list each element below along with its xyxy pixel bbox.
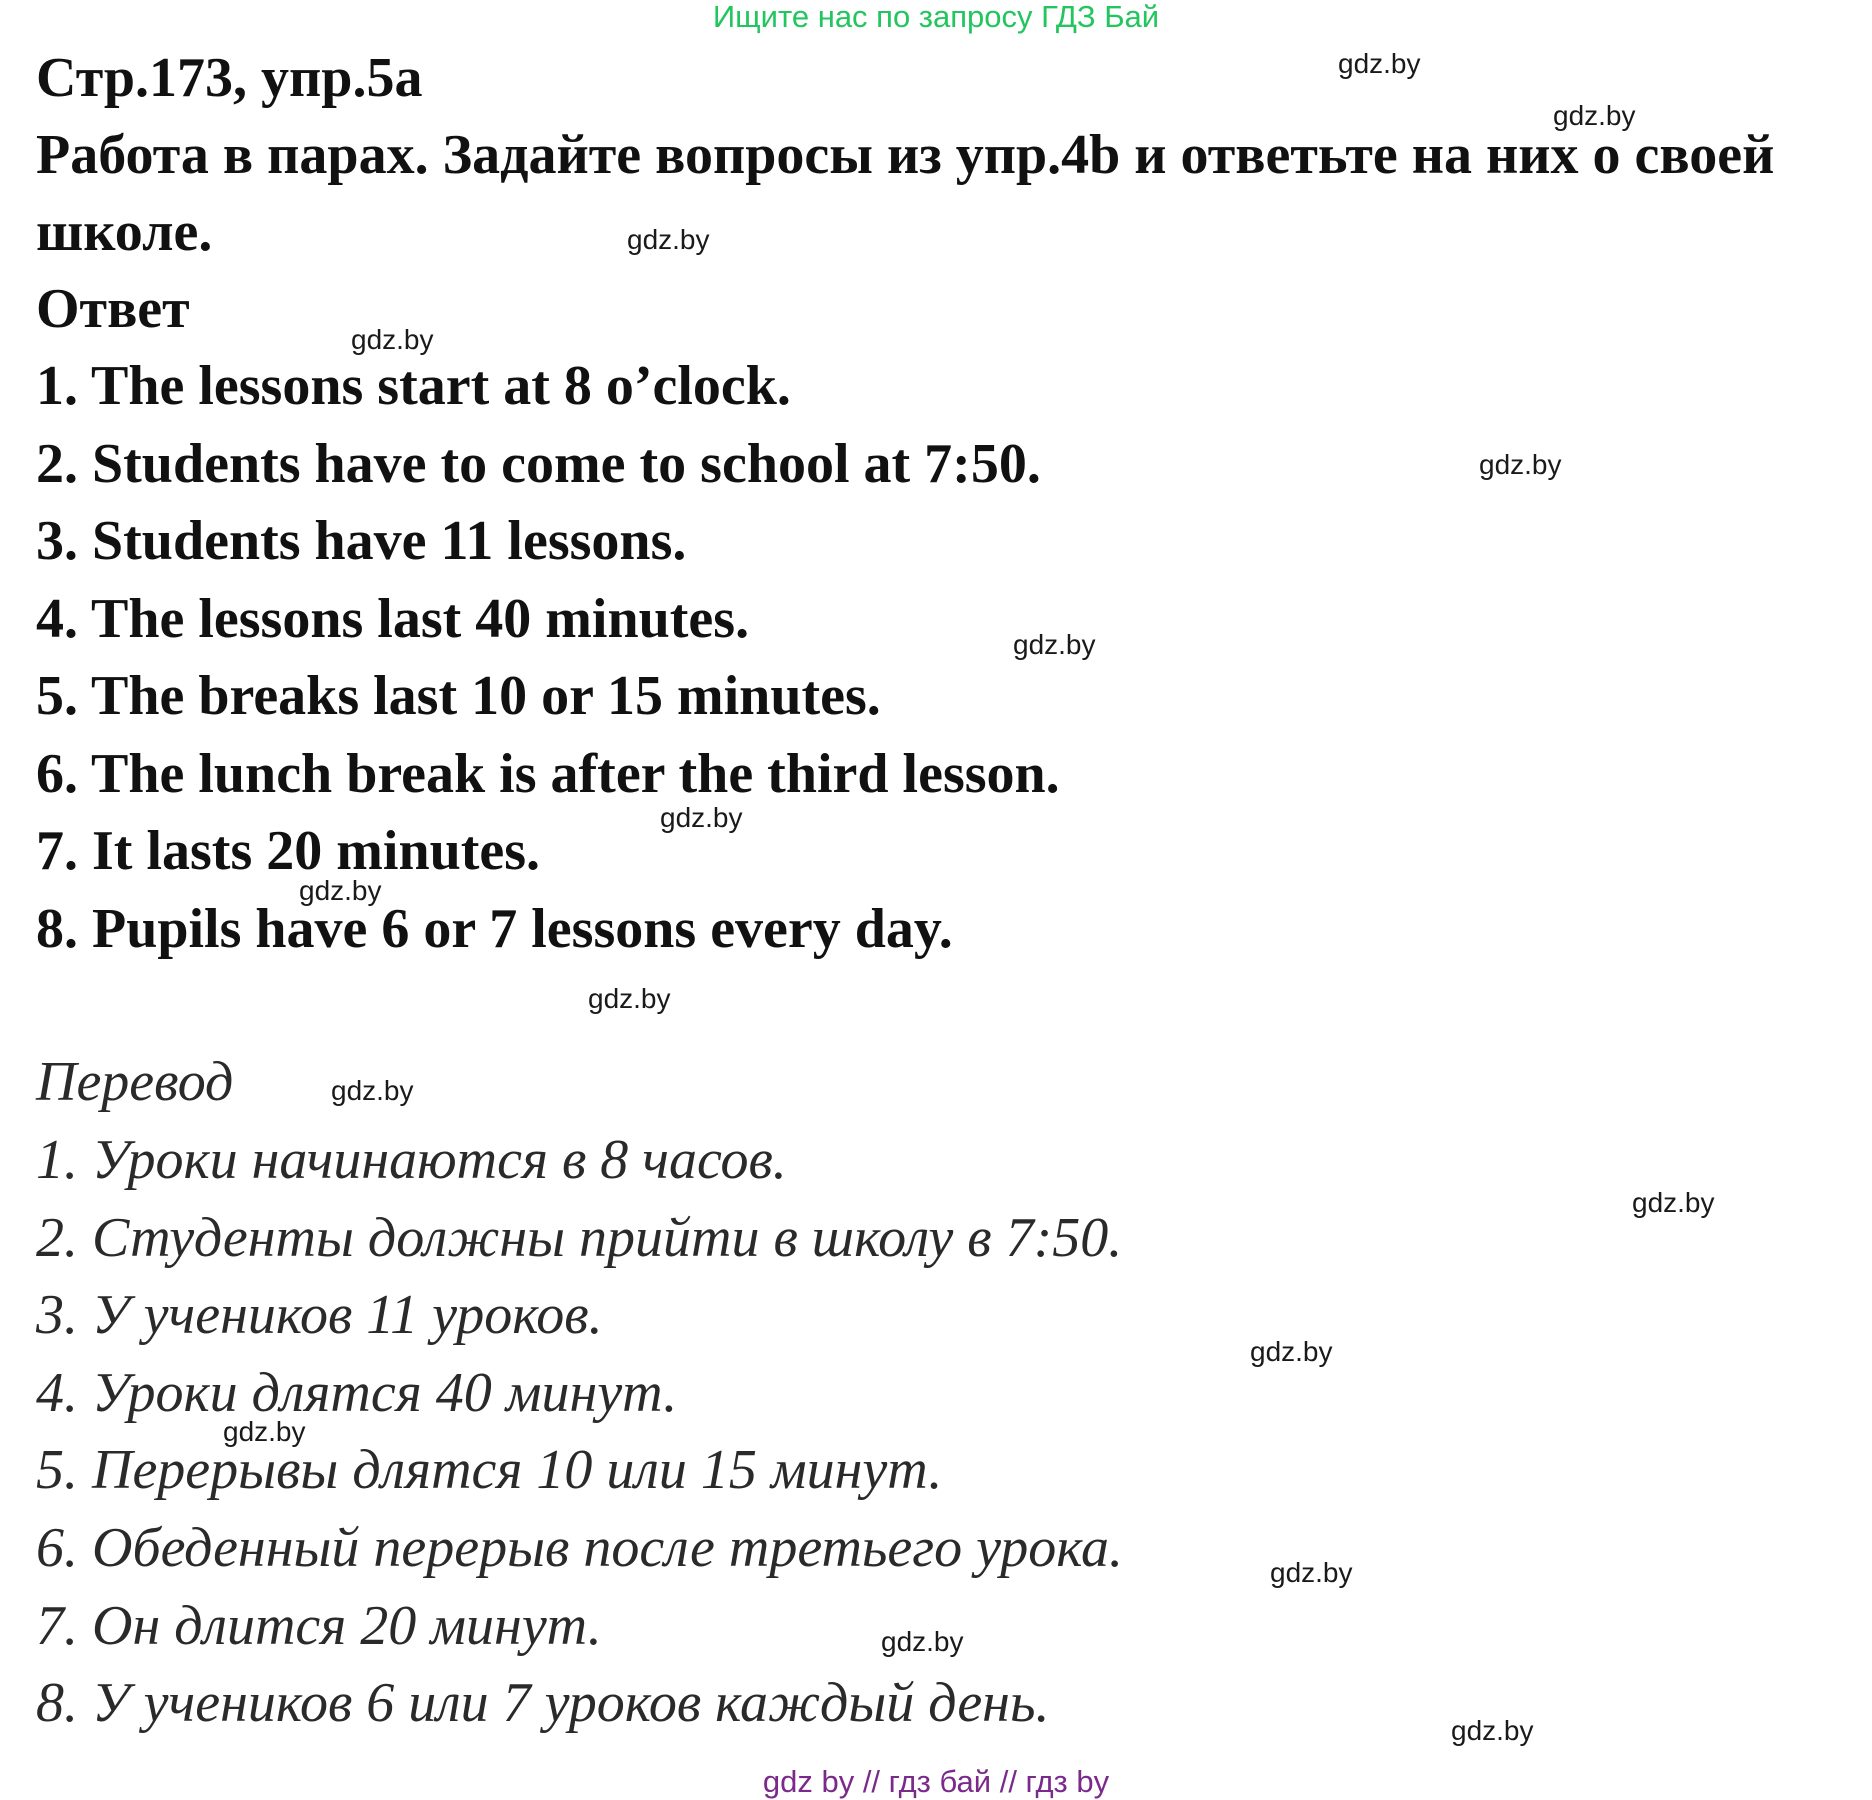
translation-item: 5. Перерывы длятся 10 или 15 минут. <box>36 1439 943 1502</box>
answer-item: 3. Students have 11 lessons. <box>36 510 687 572</box>
watermark: gdz.by <box>1013 629 1096 660</box>
watermark: gdz.by <box>1338 48 1421 79</box>
answer-heading: Ответ <box>36 278 190 340</box>
watermark: gdz.by <box>588 983 671 1014</box>
page-title: Стр.173, упр.5а <box>36 47 423 109</box>
answer-item: 6. The lunch break is after the third lesson. <box>36 742 1060 805</box>
translation-item: 2. Студенты должны прийти в школу в 7:50. <box>36 1206 1123 1269</box>
translation-item: 7. Он длится 20 минут. <box>36 1594 602 1657</box>
watermark: gdz.by <box>660 802 743 833</box>
answer-item: 4. The lessons last 40 minutes. <box>36 587 750 650</box>
watermark: gdz.by <box>881 1626 964 1657</box>
translation-item: 3. У учеников 11 уроков. <box>36 1284 603 1347</box>
translation-heading: Перевод <box>36 1051 234 1113</box>
footer-links: gdz by // гдз бай // гдз by <box>762 1764 1110 1799</box>
watermark: gdz.by <box>1479 449 1562 480</box>
watermark: gdz.by <box>627 224 710 255</box>
watermark: gdz.by <box>331 1075 414 1106</box>
translation-item: 8. У учеников 6 или 7 уроков каждый день. <box>36 1672 1050 1735</box>
translation-item: 1. Уроки начинаются в 8 часов. <box>36 1129 787 1191</box>
answer-item: 1. The lessons start at 8 o’clock. <box>36 355 791 417</box>
answer-item: 2. Students have to come to school at 7:50. <box>36 432 1041 495</box>
top-banner: Ищите нас по запросу ГДЗ Бай <box>712 0 1160 34</box>
answer-item: 8. Pupils have 6 or 7 lessons every day. <box>36 897 953 960</box>
translation-item: 4. Уроки длятся 40 минут. <box>36 1361 678 1424</box>
watermark: gdz.by <box>223 1416 306 1447</box>
watermark: gdz.by <box>299 875 382 906</box>
watermark: gdz.by <box>1451 1715 1534 1746</box>
watermark: gdz.by <box>1632 1187 1715 1218</box>
watermark: gdz.by <box>1270 1557 1353 1588</box>
document-content <box>36 48 1856 968</box>
watermark: gdz.by <box>1553 100 1636 131</box>
answer-item: 7. It lasts 20 minutes. <box>36 820 541 882</box>
translation-item: 6. Обеденный перерыв после третьего урока. <box>36 1516 1123 1579</box>
answer-item: 5. The breaks last 10 or 15 minutes. <box>36 665 881 727</box>
watermark: gdz.by <box>351 324 434 355</box>
watermark: gdz.by <box>1250 1336 1333 1367</box>
task-text: Работа в парах. Задайте вопросы из упр.4b и ответьте на них о своей школе. <box>36 124 1775 263</box>
